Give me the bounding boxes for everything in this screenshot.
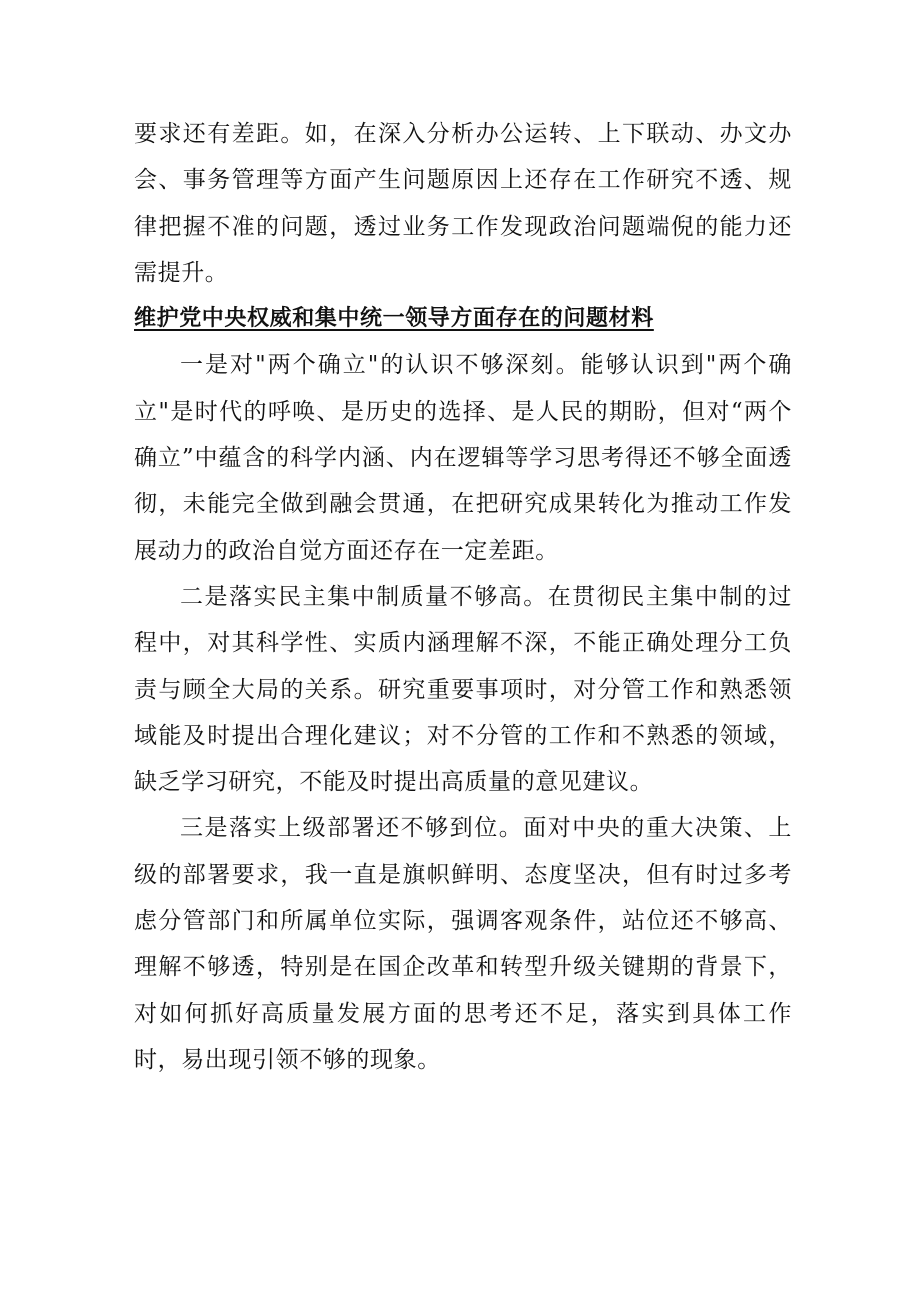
intro-paragraph: 要求还有差距。如，在深入分析办公运转、上下联动、办文办会、事务管理等方面产生问题原因上还存在工作研究不透、规律把握不准的问题，透过业务工作发现政治问题端倪的能力还需提升。 xyxy=(134,121,792,286)
paragraph-point-one: 一是对"两个确立"的认识不够深刻。能够认识到"两个确立"是时代的呼唤、是历史的选择、是人民的期盼，但对“两个确立”中蕴含的科学内涵、内在逻辑等学习思考得还不够全面透彻，未能完全做到融会贯通，在把研究成果转化为推动工作发展动力的政治自觉方面还存在一定差距。 xyxy=(134,352,792,564)
paragraph-point-three: 三是落实上级部署还不够到位。面对中央的重大决策、上级的部署要求，我一直是旗帜鲜明、态度坚决，但有时过多考虑分管部门和所属单位实际，强调客观条件，站位还不够高、理解不够透，特别是在国企改革和转型升级关键期的背景下，对如何抓好高质量发展方面的思考还不足，落实到具体工作时，易出现引领不够的现象。 xyxy=(134,815,792,1073)
paragraph-point-two: 二是落实民主集中制质量不够高。在贯彻民主集中制的过程中，对其科学性、实质内涵理解不深，不能正确处理分工负责与顾全大局的关系。研究重要事项时，对分管工作和熟悉领域能及时提出合理化建议；对不分管的工作和不熟悉的领域，缺乏学习研究，不能及时提出高质量的意见建议。 xyxy=(134,583,792,796)
document-body xyxy=(134,111,792,1083)
section-heading: 维护党中央权威和集中统一领导方面存在的问题材料 xyxy=(134,306,654,332)
